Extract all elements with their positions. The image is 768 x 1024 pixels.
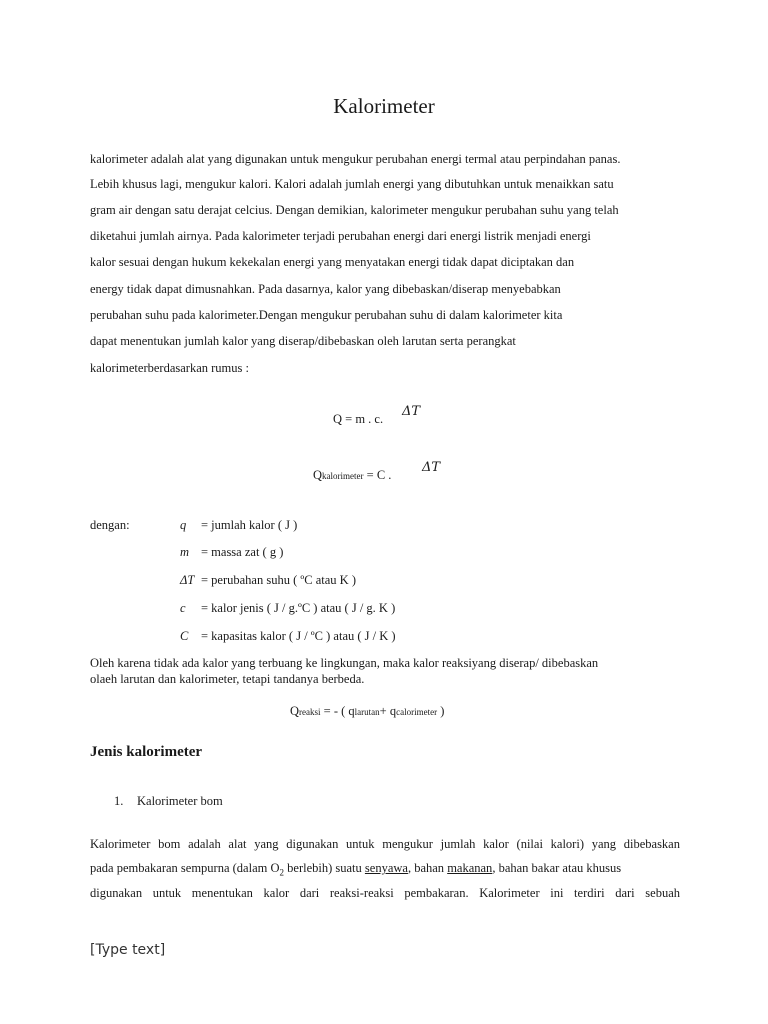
bom-paragraph-line: Kalorimeter bom adalah alat yang digunakan untuk mengukur jumlah kalor (nilai kalori) yang dibebaskan bbox=[90, 837, 680, 851]
list-number: 1. bbox=[114, 794, 124, 808]
footer-placeholder: [Type text] bbox=[90, 942, 166, 958]
definition-symbol: c bbox=[180, 601, 186, 615]
definition-symbol: m bbox=[180, 545, 190, 559]
definition-text: = kalor jenis ( J / g.ºC ) atau ( J / g. K ) bbox=[201, 601, 396, 615]
formula-calorimeter-rest: = C . bbox=[363, 468, 392, 482]
page-title: Kalorimeter bbox=[333, 94, 435, 118]
definition-text: = massa zat ( g ) bbox=[201, 545, 284, 559]
bom-subscript: 2 bbox=[279, 867, 285, 878]
senyawa-link[interactable]: senyawa bbox=[364, 861, 408, 875]
intro-line: perubahan suhu pada kalorimeter.Dengan mengukur perubahan suhu di dalam kalorimeter kita bbox=[90, 308, 563, 322]
definition-symbol: ΔT bbox=[180, 573, 195, 587]
formula-calorimeter-delta: ΔT bbox=[422, 460, 441, 475]
formula-reaction-q: Q bbox=[290, 704, 300, 718]
intro-line: Lebih khusus lagi, mengukur kalori. Kalori adalah jumlah energi yang dibutuhkan untuk menaikkan satu bbox=[90, 177, 614, 191]
bom-text: , bahan bbox=[407, 861, 448, 875]
intro-line: energy tidak dapat dimusnahkan. Pada dasarnya, kalor yang dibebaskan/diserap menyebabkan bbox=[90, 282, 561, 296]
formula-reaction-sub: larutan bbox=[354, 707, 380, 717]
formula-reaction-sub: calorimeter bbox=[396, 707, 438, 717]
definition-text: = kapasitas kalor ( J / ºC ) atau ( J / K ) bbox=[201, 629, 396, 643]
formula-calorimeter-q: Q bbox=[313, 468, 323, 482]
bom-paragraph-line: digunakan untuk menentukan kalor dari reaksi-reaksi pembakaran. Kalorimeter ini terdiri dari sebuah bbox=[90, 886, 680, 900]
formula-heat-main: Q = m . c. bbox=[333, 412, 384, 426]
bom-paragraph-line bbox=[90, 861, 621, 878]
bom-text: , bahan bakar atau khusus bbox=[492, 861, 622, 875]
intro-line: gram air dengan satu derajat celcius. Dengan demikian, kalorimeter mengukur perubahan suhu yang telah bbox=[90, 203, 619, 217]
note-line: olaeh larutan dan kalorimeter, tetapi tandanya berbeda. bbox=[90, 672, 365, 686]
intro-line: diketahui jumlah airnya. Pada kalorimeter terjadi perubahan energi dari energi listrik menjadi energi bbox=[90, 229, 591, 243]
formula-reaction bbox=[290, 704, 444, 719]
formula-reaction-end: ) bbox=[437, 704, 445, 718]
formula-calorimeter-sub: kalorimeter bbox=[322, 471, 364, 481]
formula-reaction-plus: + q bbox=[379, 704, 397, 718]
definition-symbol: q bbox=[180, 518, 187, 532]
definition-text: = perubahan suhu ( ºC atau K ) bbox=[201, 573, 356, 587]
bom-text: berlebih) suatu bbox=[284, 861, 365, 875]
formula-reaction-sub: reaksi bbox=[299, 707, 321, 717]
intro-line: kalorimeter adalah alat yang digunakan untuk mengukur perubahan energi termal atau perpindahan panas. bbox=[90, 152, 621, 166]
list-item-label: Kalorimeter bom bbox=[137, 794, 223, 808]
formula-heat-delta: ΔT bbox=[402, 404, 421, 419]
formula-heat bbox=[333, 412, 383, 427]
section-heading: Jenis kalorimeter bbox=[90, 744, 203, 760]
formula-reaction-mid: = - ( q bbox=[320, 704, 355, 718]
makanan-link[interactable]: makanan bbox=[447, 861, 493, 875]
intro-line: kalor sesuai dengan hukum kekekalan energi yang menyatakan energi tidak dapat diciptakan dan bbox=[90, 255, 575, 269]
definitions-label: dengan: bbox=[90, 518, 130, 532]
intro-line: dapat menentukan jumlah kalor yang diserap/dibebaskan oleh larutan serta perangkat bbox=[90, 334, 516, 348]
note-line: Oleh karena tidak ada kalor yang terbuang ke lingkungan, maka kalor reaksiyang diserap/ dibebaskan bbox=[90, 656, 599, 670]
definition-symbol: C bbox=[180, 629, 189, 643]
bom-text: pada pembakaran sempurna (dalam O bbox=[90, 861, 280, 875]
intro-line: kalorimeterberdasarkan rumus : bbox=[90, 361, 249, 375]
formula-calorimeter bbox=[313, 468, 391, 483]
definition-text: = jumlah kalor ( J ) bbox=[201, 518, 298, 532]
